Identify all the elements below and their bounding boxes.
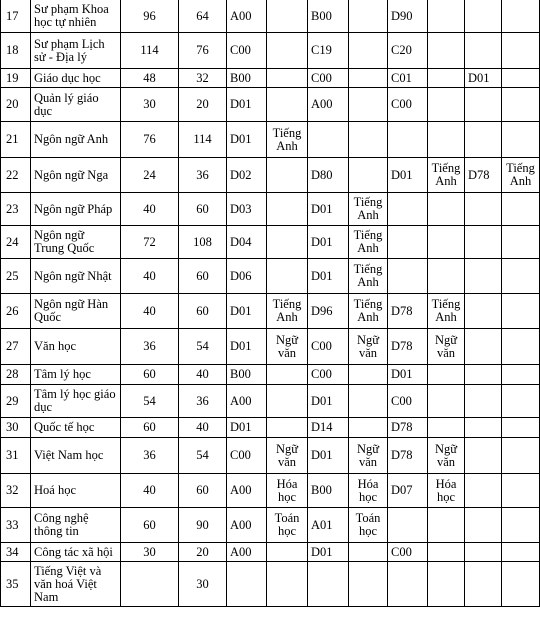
combo-1-code: D04: [227, 226, 267, 259]
table-row: [1, 543, 540, 562]
combo-2-code: D01: [308, 385, 349, 418]
table-row: [1, 122, 540, 158]
table-row: [1, 294, 540, 329]
combo-4-subject: [502, 122, 540, 158]
combo-1-code: A00: [227, 474, 267, 508]
row-number: 23: [1, 193, 31, 226]
combo-1-code: D02: [227, 158, 267, 193]
row-number: 19: [1, 69, 31, 88]
quota-2: 64: [179, 0, 227, 33]
combo-3-code: D07: [388, 474, 428, 508]
quota-1: 36: [121, 438, 179, 474]
table-row: [1, 193, 540, 226]
combo-4-subject: [502, 543, 540, 562]
combo-4-code: [465, 543, 502, 562]
combo-4-code: [465, 474, 502, 508]
combo-1-code: D06: [227, 259, 267, 294]
combo-1-code: D01: [227, 418, 267, 438]
quota-2: 60: [179, 259, 227, 294]
combo-2-subject: Ngữ văn: [349, 438, 388, 474]
combo-1-subject: Hóa học: [267, 474, 308, 508]
combo-3-code: [388, 259, 428, 294]
combo-1-subject: Ngữ văn: [267, 438, 308, 474]
table-row: [1, 158, 540, 193]
combo-1-code: C00: [227, 33, 267, 69]
combo-2-subject: [349, 69, 388, 88]
combo-3-code: C00: [388, 88, 428, 122]
quota-1: 30: [121, 543, 179, 562]
combo-1-subject: [267, 33, 308, 69]
quota-2: 60: [179, 193, 227, 226]
major-name: Quản lý giáo dục: [31, 88, 121, 122]
table-row: [1, 508, 540, 543]
combo-3-code: D01: [388, 158, 428, 193]
combo-2-subject: [349, 385, 388, 418]
major-name: Ngôn ngữ Anh: [31, 122, 121, 158]
combo-3-subject: Ngữ văn: [428, 329, 465, 365]
combo-2-code: D80: [308, 158, 349, 193]
combo-2-code: B00: [308, 474, 349, 508]
table-row: [1, 69, 540, 88]
combo-4-code: [465, 418, 502, 438]
combo-2-code: D14: [308, 418, 349, 438]
quota-2: 54: [179, 329, 227, 365]
combo-3-code: [388, 562, 428, 607]
table-row: [1, 418, 540, 438]
combo-2-subject: [349, 33, 388, 69]
combo-4-subject: [502, 88, 540, 122]
quota-1: 48: [121, 69, 179, 88]
quota-1: 96: [121, 0, 179, 33]
combo-4-subject: [502, 474, 540, 508]
major-name: Sư phạm Khoa học tự nhiên: [31, 0, 121, 33]
combo-1-code: D01: [227, 329, 267, 365]
combo-3-code: D90: [388, 0, 428, 33]
combo-4-subject: [502, 329, 540, 365]
combo-1-code: D01: [227, 88, 267, 122]
row-number: 25: [1, 259, 31, 294]
major-name: Ngôn ngữ Trung Quốc: [31, 226, 121, 259]
quota-1: 40: [121, 294, 179, 329]
combo-1-code: A00: [227, 0, 267, 33]
row-number: 24: [1, 226, 31, 259]
combo-3-code: [388, 122, 428, 158]
quota-1: 114: [121, 33, 179, 69]
combo-3-code: D78: [388, 418, 428, 438]
quota-2: 114: [179, 122, 227, 158]
combo-4-code: D78: [465, 158, 502, 193]
quota-1: 60: [121, 365, 179, 385]
combo-3-subject: [428, 385, 465, 418]
combo-4-code: [465, 294, 502, 329]
combo-3-subject: [428, 365, 465, 385]
combo-3-code: C00: [388, 385, 428, 418]
row-number: 22: [1, 158, 31, 193]
combo-3-subject: [428, 69, 465, 88]
combo-4-code: [465, 193, 502, 226]
combo-3-subject: [428, 0, 465, 33]
combo-2-subject: [349, 122, 388, 158]
table-row: [1, 329, 540, 365]
quota-2: 40: [179, 418, 227, 438]
quota-2: 36: [179, 385, 227, 418]
quota-1: 30: [121, 88, 179, 122]
table-row: [1, 562, 540, 607]
combo-1-code: D03: [227, 193, 267, 226]
quota-2: 32: [179, 69, 227, 88]
combo-1-subject: Tiếng Anh: [267, 294, 308, 329]
combo-3-subject: Tiếng Anh: [428, 158, 465, 193]
quota-2: 20: [179, 88, 227, 122]
combo-1-subject: [267, 543, 308, 562]
combo-4-subject: [502, 226, 540, 259]
combo-2-subject: Tiếng Anh: [349, 294, 388, 329]
quota-1: 40: [121, 259, 179, 294]
combo-2-subject: [349, 543, 388, 562]
combo-4-subject: [502, 418, 540, 438]
major-name: Việt Nam học: [31, 438, 121, 474]
combo-3-subject: Ngữ văn: [428, 438, 465, 474]
row-number: 30: [1, 418, 31, 438]
quota-2: 76: [179, 33, 227, 69]
quota-1: 76: [121, 122, 179, 158]
combo-3-code: [388, 193, 428, 226]
combo-3-subject: [428, 88, 465, 122]
major-name: Hoá học: [31, 474, 121, 508]
combo-1-subject: Ngữ văn: [267, 329, 308, 365]
combo-4-code: [465, 33, 502, 69]
combo-3-subject: [428, 418, 465, 438]
combo-4-subject: [502, 385, 540, 418]
row-number: 31: [1, 438, 31, 474]
row-number: 32: [1, 474, 31, 508]
row-number: 29: [1, 385, 31, 418]
combo-4-code: [465, 0, 502, 33]
table-row: [1, 88, 540, 122]
row-number: 17: [1, 0, 31, 33]
combo-2-subject: [349, 158, 388, 193]
combo-4-code: [465, 226, 502, 259]
combo-2-code: D96: [308, 294, 349, 329]
quota-1: 54: [121, 385, 179, 418]
combo-2-subject: [349, 0, 388, 33]
combo-1-subject: [267, 418, 308, 438]
combo-3-subject: Tiếng Anh: [428, 294, 465, 329]
major-name: Ngôn ngữ Hàn Quốc: [31, 294, 121, 329]
combo-4-code: [465, 562, 502, 607]
combo-4-code: [465, 329, 502, 365]
combo-3-code: D78: [388, 294, 428, 329]
major-name: Giáo dục học: [31, 69, 121, 88]
row-number: 33: [1, 508, 31, 543]
combo-1-subject: [267, 0, 308, 33]
combo-2-code: B00: [308, 0, 349, 33]
combo-4-code: [465, 438, 502, 474]
combo-2-subject: Tiếng Anh: [349, 259, 388, 294]
major-name: Văn học: [31, 329, 121, 365]
quota-1: 36: [121, 329, 179, 365]
combo-1-code: [227, 562, 267, 607]
quota-1: 60: [121, 508, 179, 543]
combo-3-code: [388, 508, 428, 543]
row-number: 27: [1, 329, 31, 365]
row-number: 34: [1, 543, 31, 562]
combo-4-subject: [502, 33, 540, 69]
combo-2-subject: Tiếng Anh: [349, 226, 388, 259]
combo-1-code: A00: [227, 508, 267, 543]
combo-1-code: B00: [227, 365, 267, 385]
combo-2-code: D01: [308, 543, 349, 562]
combo-4-code: [465, 88, 502, 122]
table-body: [1, 0, 540, 607]
quota-1: 72: [121, 226, 179, 259]
combo-2-code: A01: [308, 508, 349, 543]
combo-1-subject: [267, 193, 308, 226]
combo-2-code: C00: [308, 329, 349, 365]
quota-2: 54: [179, 438, 227, 474]
row-number: 26: [1, 294, 31, 329]
combo-4-code: [465, 122, 502, 158]
combo-4-subject: [502, 69, 540, 88]
combo-1-subject: [267, 562, 308, 607]
quota-2: 30: [179, 562, 227, 607]
combo-1-subject: Tiếng Anh: [267, 122, 308, 158]
combo-2-code: D01: [308, 193, 349, 226]
combo-1-code: A00: [227, 543, 267, 562]
combo-4-subject: Tiếng Anh: [502, 158, 540, 193]
combo-2-subject: [349, 365, 388, 385]
combo-4-subject: [502, 294, 540, 329]
row-number: 20: [1, 88, 31, 122]
quota-1: 40: [121, 474, 179, 508]
combo-3-subject: Hóa học: [428, 474, 465, 508]
row-number: 28: [1, 365, 31, 385]
combo-3-code: D01: [388, 365, 428, 385]
combo-4-code: [465, 385, 502, 418]
row-number: 35: [1, 562, 31, 607]
combo-3-subject: [428, 33, 465, 69]
combo-3-code: C01: [388, 69, 428, 88]
combo-3-code: D78: [388, 329, 428, 365]
combo-2-code: A00: [308, 88, 349, 122]
table-row: [1, 259, 540, 294]
major-name: Ngôn ngữ Nhật: [31, 259, 121, 294]
combo-1-subject: [267, 259, 308, 294]
combo-3-subject: [428, 193, 465, 226]
combo-1-subject: [267, 158, 308, 193]
combo-2-code: [308, 562, 349, 607]
combo-2-code: D01: [308, 226, 349, 259]
major-name: Tâm lý học giáo dục: [31, 385, 121, 418]
combo-1-subject: [267, 88, 308, 122]
combo-2-subject: [349, 88, 388, 122]
row-number: 18: [1, 33, 31, 69]
row-number: 21: [1, 122, 31, 158]
major-name: Tiếng Việt và văn hoá Việt Nam: [31, 562, 121, 607]
combo-3-subject: [428, 226, 465, 259]
combo-3-code: D78: [388, 438, 428, 474]
table-row: [1, 226, 540, 259]
table-row: [1, 474, 540, 508]
combo-4-subject: [502, 562, 540, 607]
combo-1-code: A00: [227, 385, 267, 418]
combo-4-code: [465, 259, 502, 294]
quota-2: 36: [179, 158, 227, 193]
combo-2-subject: Tiếng Anh: [349, 193, 388, 226]
combo-3-subject: [428, 259, 465, 294]
table-row: [1, 0, 540, 33]
combo-3-code: C20: [388, 33, 428, 69]
combo-4-subject: [502, 193, 540, 226]
combo-2-code: D01: [308, 259, 349, 294]
quota-1: 24: [121, 158, 179, 193]
combo-3-subject: [428, 562, 465, 607]
major-name: Công nghệ thông tin: [31, 508, 121, 543]
combo-1-subject: [267, 69, 308, 88]
table-row: [1, 33, 540, 69]
major-name: Tâm lý học: [31, 365, 121, 385]
combo-2-subject: Ngữ văn: [349, 329, 388, 365]
combo-4-code: [465, 365, 502, 385]
combo-1-code: D01: [227, 294, 267, 329]
combo-4-code: [465, 508, 502, 543]
combo-2-subject: [349, 562, 388, 607]
combo-1-code: C00: [227, 438, 267, 474]
quota-1: [121, 562, 179, 607]
combo-1-subject: Toán học: [267, 508, 308, 543]
combo-4-subject: [502, 365, 540, 385]
combo-4-code: D01: [465, 69, 502, 88]
quota-2: 108: [179, 226, 227, 259]
table-row: [1, 438, 540, 474]
quota-2: 90: [179, 508, 227, 543]
combo-1-subject: [267, 365, 308, 385]
combo-1-subject: [267, 226, 308, 259]
combo-4-subject: [502, 508, 540, 543]
combo-2-code: C19: [308, 33, 349, 69]
quota-2: 60: [179, 294, 227, 329]
combo-1-subject: [267, 385, 308, 418]
major-name: Sư phạm Lịch sử - Địa lý: [31, 33, 121, 69]
major-name: Ngôn ngữ Pháp: [31, 193, 121, 226]
combo-2-code: [308, 122, 349, 158]
combo-2-code: D01: [308, 438, 349, 474]
combo-2-code: C00: [308, 69, 349, 88]
combo-4-subject: [502, 438, 540, 474]
quota-1: 40: [121, 193, 179, 226]
combo-3-subject: [428, 122, 465, 158]
quota-2: 40: [179, 365, 227, 385]
combo-2-subject: [349, 418, 388, 438]
combo-3-subject: [428, 508, 465, 543]
quota-2: 60: [179, 474, 227, 508]
combo-2-code: C00: [308, 365, 349, 385]
combo-2-subject: Toán học: [349, 508, 388, 543]
combo-3-code: [388, 226, 428, 259]
combo-3-code: C00: [388, 543, 428, 562]
combo-1-code: B00: [227, 69, 267, 88]
major-name: Quốc tế học: [31, 418, 121, 438]
table-row: [1, 385, 540, 418]
major-name: Công tác xã hội: [31, 543, 121, 562]
combo-3-subject: [428, 543, 465, 562]
quota-2: 20: [179, 543, 227, 562]
quota-1: 60: [121, 418, 179, 438]
combo-4-subject: [502, 0, 540, 33]
combo-2-subject: Hóa học: [349, 474, 388, 508]
combo-1-code: D01: [227, 122, 267, 158]
table-row: [1, 365, 540, 385]
major-name: Ngôn ngữ Nga: [31, 158, 121, 193]
combo-4-subject: [502, 259, 540, 294]
